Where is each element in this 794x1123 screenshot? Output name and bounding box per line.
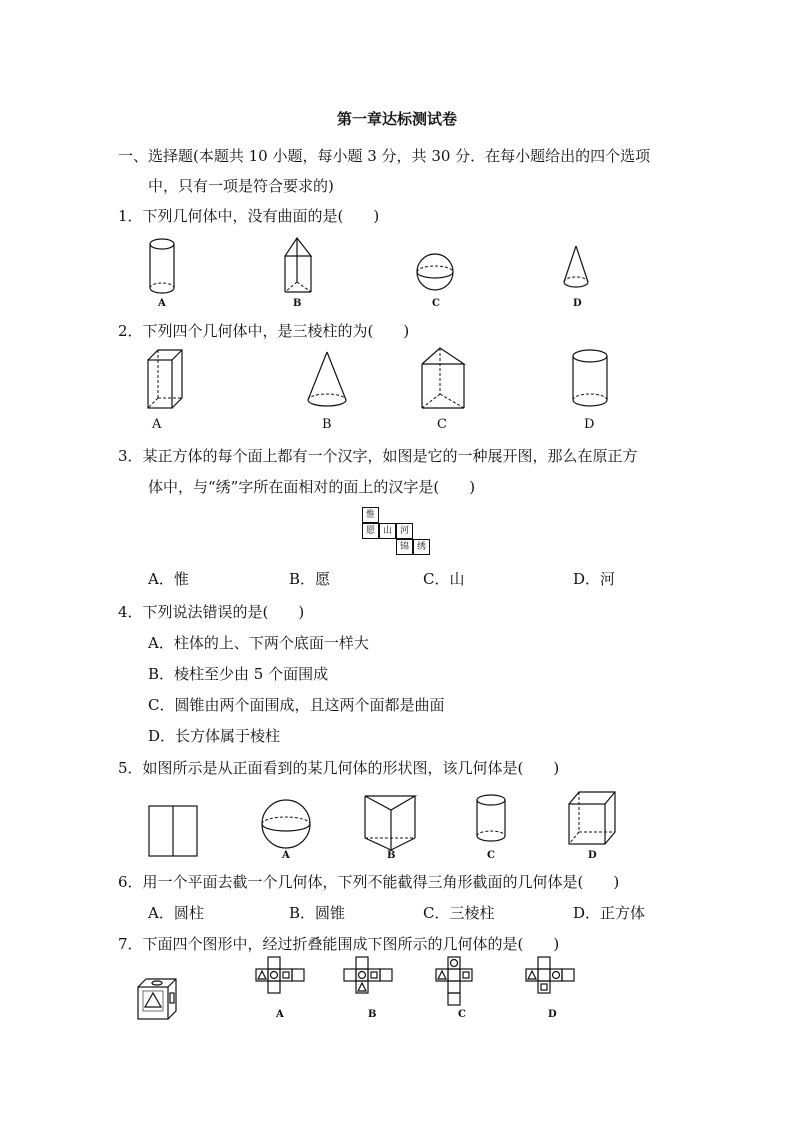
- q4-option-a: A．柱体的上、下两个底面一样大: [148, 634, 369, 652]
- q4-option-c: C．圆锥由两个面围成，且这两个面都是曲面: [148, 696, 445, 714]
- q2-label-b: B: [322, 417, 332, 432]
- q5-label-b: B: [387, 850, 396, 861]
- q1-stem: 1．下列几何体中，没有曲面的是( ): [118, 207, 380, 225]
- q5-figures: [145, 788, 625, 868]
- q3-net-cell: 河: [396, 523, 413, 539]
- q6-option-a: A．圆柱: [148, 904, 204, 922]
- q2-label-d: D: [584, 417, 595, 432]
- q2-label-a: A: [152, 417, 162, 432]
- q5-label-a: A: [282, 850, 290, 861]
- q3-net-cell: 锦: [396, 539, 413, 555]
- q3-net-cell: 惟: [362, 507, 379, 523]
- q5-figure-c: [477, 795, 505, 841]
- q5-figure-b: [365, 796, 415, 850]
- q3-stem-line2: 体中，与“绣”字所在面相对的面上的汉字是( ): [148, 478, 476, 496]
- q5-label-c: C: [487, 850, 495, 861]
- q3-net-cell: 愿: [362, 523, 379, 539]
- q1-figures: [130, 234, 610, 314]
- q7-net-b: [344, 957, 392, 993]
- q4-option-b: B．棱柱至少由 5 个面围成: [148, 665, 329, 683]
- q2-figure-a: [148, 350, 182, 408]
- q2-figures: [140, 346, 620, 436]
- q2-figure-d: [573, 350, 607, 406]
- q3-option-d: D．河: [573, 570, 616, 588]
- q2-figure-b: [308, 352, 346, 406]
- q6-stem: 6．用一个平面去截一个几何体，下列不能截得三角形截面的几何体是( ): [118, 873, 620, 891]
- q5-label-d: D: [588, 850, 597, 861]
- q7-figures: [130, 955, 600, 1030]
- q3-stem-line1: 3．某正方体的每个面上都有一个汉字，如图是它的一种展开图，那么在原正方: [118, 447, 638, 465]
- q2-stem: 2．下列四个几何体中，是三棱柱的为( ): [118, 322, 410, 340]
- section-heading-line1: 一、选择题(本题共 10 小题，每小题 3 分，共 30 分．在每小题给出的四个选项: [118, 147, 651, 165]
- q2-label-c: C: [437, 417, 447, 432]
- q3-cube-net: [362, 507, 434, 559]
- q1-label-a: A: [158, 298, 166, 309]
- q4-stem: 4．下列说法错误的是( ): [118, 603, 305, 621]
- q5-stem: 5．如图所示是从正面看到的某几何体的形状图，该几何体是( ): [118, 759, 560, 777]
- q1-figure-d: [564, 246, 588, 287]
- q5-figure-d: [569, 792, 615, 844]
- q7-label-d: D: [548, 1009, 557, 1020]
- q7-net-d: [526, 957, 574, 993]
- q4-option-d: D．长方体属于棱柱: [148, 727, 281, 745]
- q3-option-b: B．愿: [289, 570, 331, 588]
- q3-net-cell: 绣: [413, 539, 430, 555]
- q3-option-a: A．惟: [148, 570, 189, 588]
- q1-label-b: B: [293, 298, 302, 309]
- q1-figure-b: [285, 238, 311, 292]
- q6-option-d: D．正方体: [573, 904, 646, 922]
- q3-option-c: C．山: [423, 570, 465, 588]
- section-heading-line2: 中，只有一项是符合要求的): [148, 177, 334, 195]
- q2-figure-c: [422, 348, 464, 408]
- q5-front-view: [149, 806, 197, 856]
- page-title: 第一章达标测试卷: [336, 110, 457, 128]
- q7-net-a: [256, 957, 304, 993]
- q7-net-c: [436, 957, 472, 1005]
- q1-label-c: C: [432, 298, 440, 309]
- q7-label-c: C: [458, 1009, 466, 1020]
- q6-option-c: C．三棱柱: [423, 904, 495, 922]
- q5-figure-a: [262, 800, 310, 848]
- q1-label-d: D: [573, 298, 582, 309]
- q7-stem: 7．下面四个图形中，经过折叠能围成下图所示的几何体的是( ): [118, 935, 560, 953]
- q7-label-a: A: [276, 1009, 284, 1020]
- q6-option-b: B．圆锥: [289, 904, 346, 922]
- q3-net-cell: 山: [379, 523, 396, 539]
- q1-figure-c: [417, 254, 453, 290]
- q7-label-b: B: [368, 1009, 377, 1020]
- q7-target-cube: [138, 979, 176, 1019]
- q1-figure-a: [150, 239, 174, 293]
